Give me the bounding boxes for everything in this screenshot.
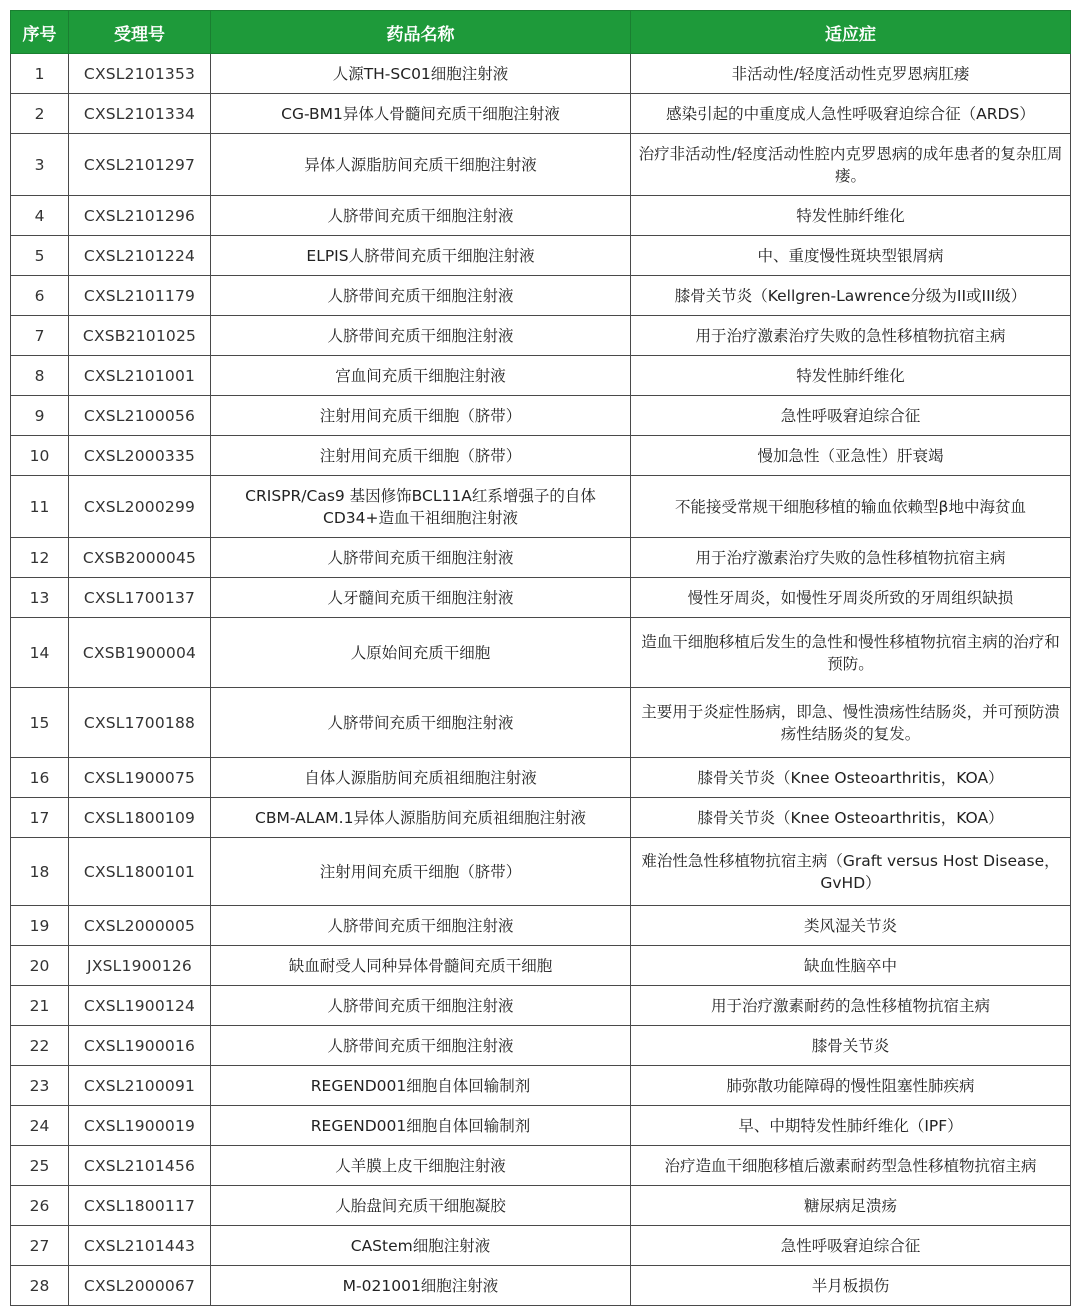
row-serial-number: 27 [11,1226,69,1266]
row-serial-number: 14 [11,618,69,688]
row-application-number: CXSL1700137 [69,578,211,618]
row-indication: 肺弥散功能障碍的慢性阻塞性肺疾病 [631,1066,1071,1106]
header-indication: 适应症 [631,11,1071,54]
row-application-number: CXSL1900019 [69,1106,211,1146]
row-drug-name: 人牙髓间充质干细胞注射液 [211,578,631,618]
row-serial-number: 13 [11,578,69,618]
row-serial-number: 26 [11,1186,69,1226]
row-application-number: CXSL2101296 [69,196,211,236]
table-row [11,946,1071,986]
table-row [11,94,1071,134]
row-indication: 膝骨关节炎 [631,1026,1071,1066]
row-drug-name: CBM-ALAM.1异体人源脂肪间充质祖细胞注射液 [211,798,631,838]
row-serial-number: 16 [11,758,69,798]
header-row [11,11,1071,54]
table-row [11,986,1071,1026]
table-header [11,11,1071,54]
row-serial-number: 28 [11,1266,69,1306]
table-row [11,838,1071,906]
table-row [11,276,1071,316]
table-row [11,1106,1071,1146]
table-row [11,618,1071,688]
row-indication: 中、重度慢性斑块型银屑病 [631,236,1071,276]
row-application-number: CXSL2000005 [69,906,211,946]
row-application-number: CXSL2101179 [69,276,211,316]
row-drug-name: 人源TH-SC01细胞注射液 [211,54,631,94]
row-application-number: CXSL1800101 [69,838,211,906]
row-application-number: CXSL2000299 [69,476,211,538]
row-drug-name: 异体人源脂肪间充质干细胞注射液 [211,134,631,196]
table-row [11,356,1071,396]
row-application-number: CXSL2101334 [69,94,211,134]
row-application-number: CXSL2101297 [69,134,211,196]
row-serial-number: 22 [11,1026,69,1066]
row-indication: 用于治疗激素治疗失败的急性移植物抗宿主病 [631,538,1071,578]
row-drug-name: 自体人源脂肪间充质祖细胞注射液 [211,758,631,798]
row-indication: 治疗造血干细胞移植后激素耐药型急性移植物抗宿主病 [631,1146,1071,1186]
row-serial-number: 5 [11,236,69,276]
row-drug-name: CRISPR/Cas9 基因修饰BCL11A红系增强子的自体CD34+造血干祖细胞注射液 [211,476,631,538]
row-indication: 主要用于炎症性肠病，即急、慢性溃疡性结肠炎，并可预防溃疡性结肠炎的复发。 [631,688,1071,758]
row-indication: 用于治疗激素治疗失败的急性移植物抗宿主病 [631,316,1071,356]
table-row [11,316,1071,356]
row-indication: 难治性急性移植物抗宿主病（Graft versus Host Disease， GvHD） [631,838,1071,906]
row-application-number: CXSB2101025 [69,316,211,356]
row-indication: 特发性肺纤维化 [631,196,1071,236]
row-application-number: CXSL1700188 [69,688,211,758]
row-drug-name: REGEND001细胞自体回输制剂 [211,1066,631,1106]
row-indication: 类风湿关节炎 [631,906,1071,946]
row-drug-name: CG-BM1异体人骨髓间充质干细胞注射液 [211,94,631,134]
row-drug-name: CAStem细胞注射液 [211,1226,631,1266]
table-row [11,538,1071,578]
table-row [11,1146,1071,1186]
row-application-number: CXSL1900124 [69,986,211,1026]
row-serial-number: 6 [11,276,69,316]
table-row [11,476,1071,538]
row-serial-number: 8 [11,356,69,396]
table-body [11,54,1071,1306]
row-drug-name: 注射用间充质干细胞（脐带） [211,436,631,476]
row-drug-name: 注射用间充质干细胞（脐带） [211,396,631,436]
table-row [11,236,1071,276]
row-drug-name: ELPIS人脐带间充质干细胞注射液 [211,236,631,276]
table-row [11,1226,1071,1266]
row-serial-number: 18 [11,838,69,906]
row-drug-name: 人脐带间充质干细胞注射液 [211,538,631,578]
table-row [11,578,1071,618]
row-drug-name: 人脐带间充质干细胞注射液 [211,276,631,316]
row-drug-name: 人脐带间充质干细胞注射液 [211,1026,631,1066]
row-application-number: CXSB2000045 [69,538,211,578]
header-serial-number: 序号 [11,11,69,54]
row-application-number: CXSL2000067 [69,1266,211,1306]
row-serial-number: 17 [11,798,69,838]
row-indication: 慢加急性（亚急性）肝衰竭 [631,436,1071,476]
row-indication: 造血干细胞移植后发生的急性和慢性移植物抗宿主病的治疗和预防。 [631,618,1071,688]
table-row [11,798,1071,838]
row-application-number: JXSL1900126 [69,946,211,986]
row-drug-name: 缺血耐受人同种异体骨髓间充质干细胞 [211,946,631,986]
table-row [11,1026,1071,1066]
row-serial-number: 9 [11,396,69,436]
row-application-number: CXSL2101353 [69,54,211,94]
row-serial-number: 10 [11,436,69,476]
row-application-number: CXSL2101001 [69,356,211,396]
row-serial-number: 24 [11,1106,69,1146]
row-drug-name: 注射用间充质干细胞（脐带） [211,838,631,906]
row-drug-name: 人原始间充质干细胞 [211,618,631,688]
row-serial-number: 11 [11,476,69,538]
row-application-number: CXSL2100091 [69,1066,211,1106]
row-application-number: CXSL1900075 [69,758,211,798]
row-serial-number: 21 [11,986,69,1026]
row-application-number: CXSL2100056 [69,396,211,436]
row-application-number: CXSL2101443 [69,1226,211,1266]
row-drug-name: 人胎盘间充质干细胞凝胶 [211,1186,631,1226]
row-drug-name: 人羊膜上皮干细胞注射液 [211,1146,631,1186]
row-indication: 慢性牙周炎，如慢性牙周炎所致的牙周组织缺损 [631,578,1071,618]
table-row [11,134,1071,196]
row-drug-name: 人脐带间充质干细胞注射液 [211,316,631,356]
row-application-number: CXSL1800109 [69,798,211,838]
row-application-number: CXSL1900016 [69,1026,211,1066]
row-serial-number: 12 [11,538,69,578]
row-indication: 不能接受常规干细胞移植的输血依赖型β地中海贫血 [631,476,1071,538]
row-indication: 特发性肺纤维化 [631,356,1071,396]
header-application-number: 受理号 [69,11,211,54]
row-application-number: CXSL2101456 [69,1146,211,1186]
row-drug-name: 人脐带间充质干细胞注射液 [211,196,631,236]
row-serial-number: 19 [11,906,69,946]
row-serial-number: 25 [11,1146,69,1186]
table-row [11,1066,1071,1106]
row-serial-number: 15 [11,688,69,758]
row-drug-name: 人脐带间充质干细胞注射液 [211,906,631,946]
row-serial-number: 4 [11,196,69,236]
row-drug-name: 人脐带间充质干细胞注射液 [211,986,631,1026]
row-drug-name: REGEND001细胞自体回输制剂 [211,1106,631,1146]
row-application-number: CXSL1800117 [69,1186,211,1226]
row-indication: 缺血性脑卒中 [631,946,1071,986]
row-indication: 膝骨关节炎（Knee Osteoarthritis，KOA） [631,758,1071,798]
table-row [11,906,1071,946]
row-indication: 用于治疗激素耐药的急性移植物抗宿主病 [631,986,1071,1026]
header-drug-name: 药品名称 [211,11,631,54]
row-indication: 膝骨关节炎（Kellgren-Lawrence分级为II或III级） [631,276,1071,316]
row-application-number: CXSL2000335 [69,436,211,476]
table-row [11,1186,1071,1226]
row-indication: 半月板损伤 [631,1266,1071,1306]
row-indication: 急性呼吸窘迫综合征 [631,396,1071,436]
row-serial-number: 7 [11,316,69,356]
drug-application-table [10,10,1071,1306]
table-row [11,758,1071,798]
table-row [11,688,1071,758]
row-indication: 非活动性/轻度活动性克罗恩病肛瘘 [631,54,1071,94]
table-row [11,396,1071,436]
row-serial-number: 2 [11,94,69,134]
row-indication: 膝骨关节炎（Knee Osteoarthritis，KOA） [631,798,1071,838]
table-row [11,196,1071,236]
row-indication: 感染引起的中重度成人急性呼吸窘迫综合征（ARDS） [631,94,1071,134]
table-row [11,54,1071,94]
row-serial-number: 1 [11,54,69,94]
row-drug-name: 人脐带间充质干细胞注射液 [211,688,631,758]
row-serial-number: 23 [11,1066,69,1106]
table-row [11,1266,1071,1306]
row-indication: 早、中期特发性肺纤维化（IPF） [631,1106,1071,1146]
row-application-number: CXSB1900004 [69,618,211,688]
row-serial-number: 3 [11,134,69,196]
row-drug-name: 宫血间充质干细胞注射液 [211,356,631,396]
table-row [11,436,1071,476]
row-indication: 糖尿病足溃疡 [631,1186,1071,1226]
row-indication: 急性呼吸窘迫综合征 [631,1226,1071,1266]
row-indication: 治疗非活动性/轻度活动性腔内克罗恩病的成年患者的复杂肛周瘘。 [631,134,1071,196]
row-serial-number: 20 [11,946,69,986]
row-application-number: CXSL2101224 [69,236,211,276]
row-drug-name: M-021001细胞注射液 [211,1266,631,1306]
